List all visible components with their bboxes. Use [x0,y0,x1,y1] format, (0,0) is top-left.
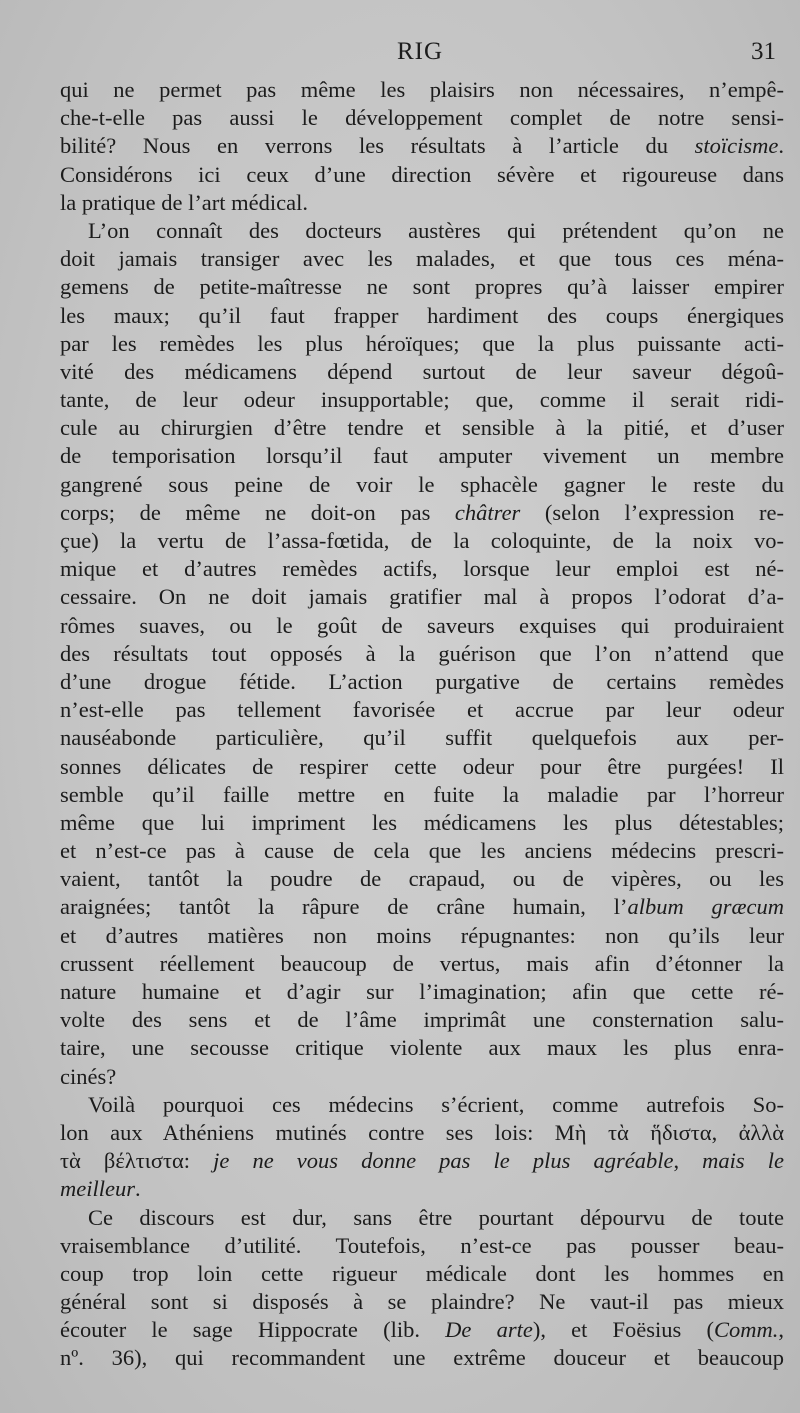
text-line: nauséabonde particulière, qu’il suffit quelquefois aux per- [60,725,784,751]
text-segment: corps; de même ne doit-on pas [60,499,455,525]
text-line: tante, de leur odeur insupportable; que, comme il serait ridi- [60,387,784,413]
page-number: 31 [751,38,776,65]
text-line: gemens de petite-maîtresse ne sont propres qu’à laisser empirer [60,274,784,300]
text-segment: (selon l’expression re- [520,499,784,525]
text-line: volte des sens et de l’âme imprimât une consternation salu- [60,1007,784,1033]
italic-text: mais le [702,1148,784,1174]
text-line: par les remèdes les plus héroïques; que la plus puissante acti- [60,330,784,356]
text-line: crussent réellement beaucoup de vertus, mais afin d’étonner la [60,950,784,976]
text-line: d’une drogue fétide. L’action purgative de certains remèdes [60,668,784,694]
text-line [60,132,784,160]
text-line: çue) la vertu de l’assa-fœtida, de la coloquinte, de la noix vo- [60,528,784,553]
text-line: de temporisation lorsqu’il faut amputer vivement un membre [60,443,784,469]
italic-text: je ne vous donne pas le plus agréable [213,1148,674,1174]
text-line: et n’est-ce pas à cause de cela que les anciens médecins prescri- [60,838,784,864]
text-line: n’est-elle pas tellement favorisée et accrue par leur odeur [60,697,784,723]
text-line: la pratique de l’art médical. [60,189,309,215]
text-segment: , [778,1317,784,1343]
text-line: cinés? [60,1063,117,1089]
text-line: doit jamais transiger avec les malades, et que tous ces ména- [60,246,784,272]
italic-text: châtrer [454,499,521,525]
running-title: RIG [396,38,444,65]
text-line: sonnes délicates de respirer cette odeur pour être purgées! Il [60,753,784,779]
text-line: et d’autres matières non moins répugnantes: non qu’ils leur [60,922,784,948]
text-line [60,893,784,921]
text-line: vraisemblance d’utilité. Toutefois, n’est-ce pas pousser beau- [60,1232,784,1258]
running-head [60,38,780,78]
text-line: rômes suaves, ou le goût de saveurs exquises qui produiraient [60,612,784,638]
text-line: gangrené sous peine de voir le sphacèle gagner le reste du [60,471,784,497]
text-line: mique et d’autres remèdes actifs, lorsque leur emploi est né- [60,556,784,582]
text-line: Ce discours est dur, sans être pourtant dépourvu de toute [88,1204,784,1230]
italic-text: Comm. [713,1317,779,1343]
text-line: nature humaine et d’agir sur l’imagination; afin que cette ré- [60,979,784,1004]
text-line: Considérons ici ceux d’une direction sévère et rigoureuse dans [60,161,784,187]
text-line: général sont si disposés à se plaindre? Ne vaut-il pas mieux [60,1289,784,1315]
text-line: des résultats tout opposés à la guérison que l’on n’attend que [60,640,784,666]
text-line: taire, une secousse critique violente aux maux les plus enra- [60,1035,784,1061]
text-line: semble qu’il faille mettre en fuite la maladie par l’horreur [60,781,784,807]
text-segment: araignées; tantôt la râpure de crâne humain, l’ [60,894,628,920]
text-line: coup trop loin cette rigueur médicale dont les hommes en [60,1260,784,1286]
italic-text: album græcum [627,894,785,920]
text-line [60,1175,784,1203]
text-line [60,1316,784,1344]
italic-text: meilleur [60,1176,135,1202]
text-segment: , [673,1148,703,1174]
text-segment: . [778,133,784,159]
text-line: les maux; qu’il faut frapper hardiment des coups énergiques [60,302,784,328]
text-line [60,1147,784,1175]
text-segment: τὰ βέλτιστα: [60,1148,214,1174]
text-segment: bilité? Nous en verrons les résultats à l’article du [60,133,695,159]
text-line: vité des médicamens dépend surtout de leur saveur dégoû- [60,358,784,384]
italic-text: De arte [445,1317,533,1343]
text-line: vaient, tantôt la poudre de crapaud, ou de vipères, ou les [60,866,784,892]
text-line: cessaire. On ne doit jamais gratifier mal à propos l’odorat d’a- [60,584,784,610]
italic-text: stoïcisme [694,133,779,159]
text-line: qui ne permet pas même les plaisirs non nécessaires, n’empê- [60,77,784,102]
body-text [60,76,784,1373]
text-line: Voilà pourquoi ces médecins s’écrient, comme autrefois So- [88,1091,784,1117]
text-line [60,499,784,527]
text-line: lon aux Athéniens mutinés contre ses lois: Μὴ τὰ ἥδιστα, ἀλλὰ [60,1119,784,1145]
text-line: nº. 36), qui recommandent une extrême douceur et beaucoup [60,1345,784,1371]
text-line: L’on connaît des docteurs austères qui prétendent qu’on ne [88,217,784,243]
text-segment: . [134,1176,141,1202]
text-segment: écouter le sage Hippocrate (lib. [60,1317,446,1343]
text-line: che-t-elle pas aussi le développement complet de notre sensi- [60,105,784,131]
text-line: cule au chirurgien d’être tendre et sensible à la pitié, et d’user [60,415,784,441]
text-line: même que lui impriment les médicamens les plus détestables; [60,809,784,835]
text-segment: ), et Foësius ( [532,1317,714,1343]
